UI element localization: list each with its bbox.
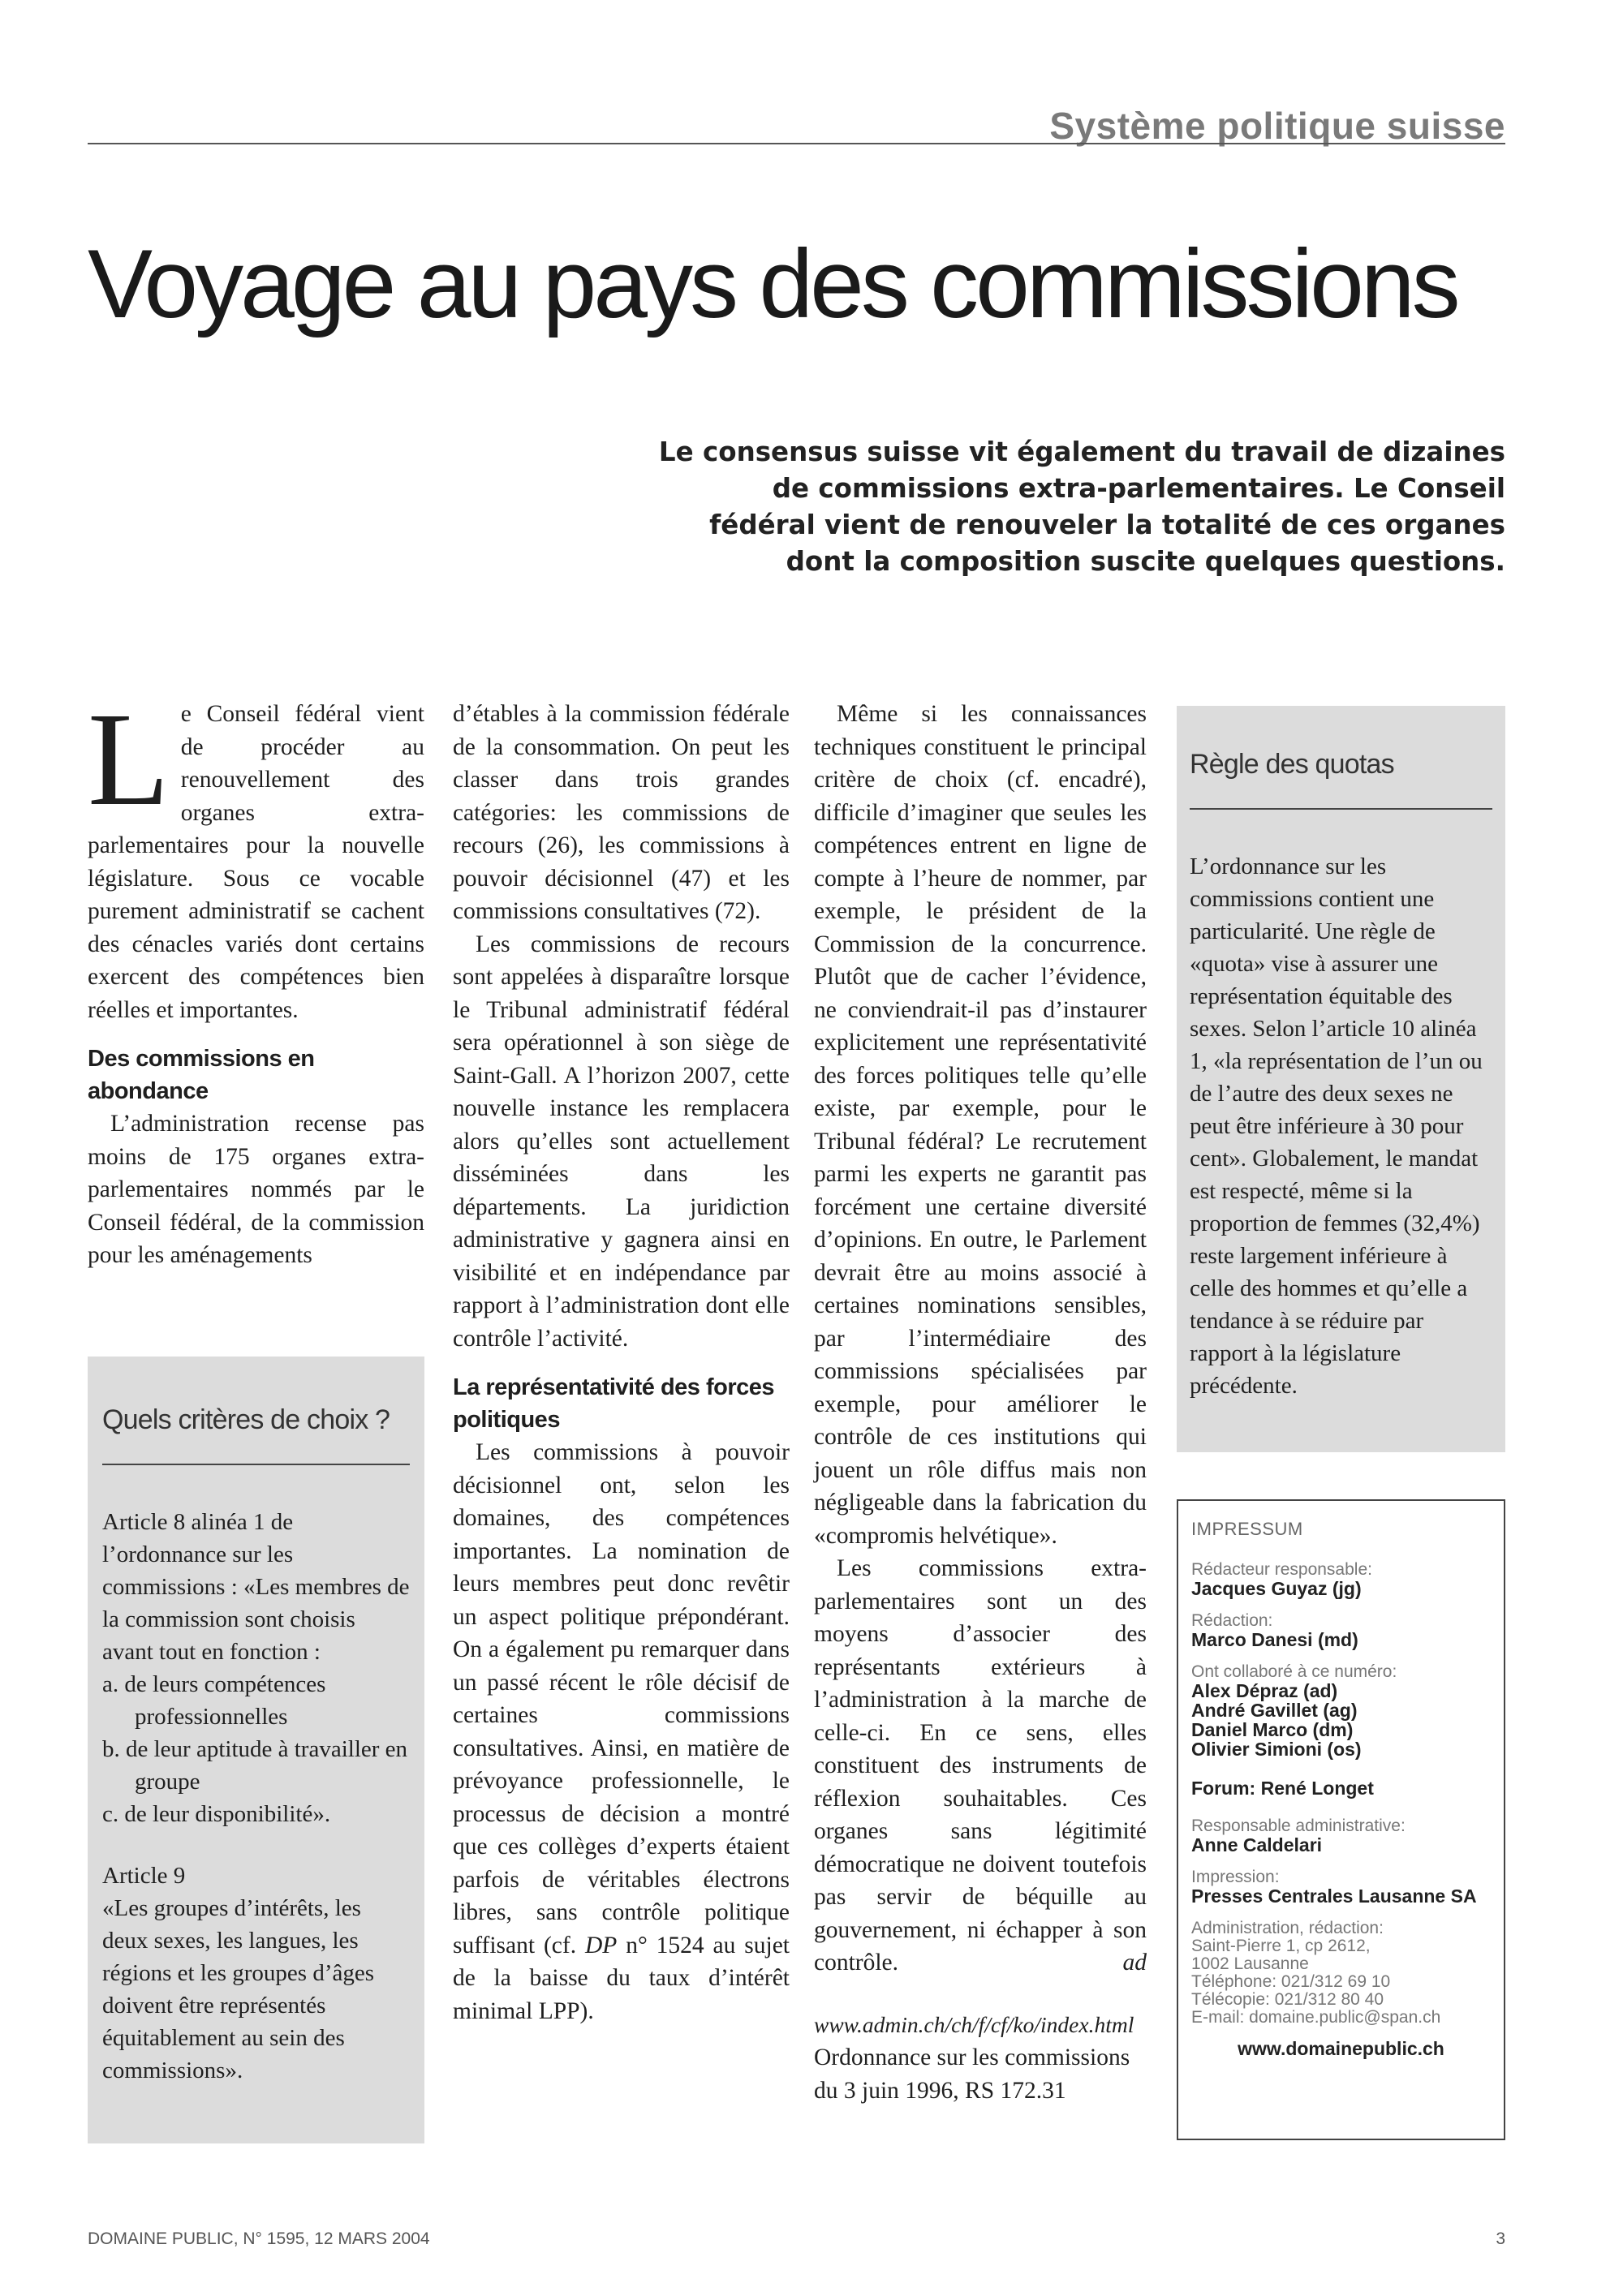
article-9-text: «Les groupes d’intérêts, les deux sexes, les langues, les régions et les groupes d’âges doivent être représentés équitablement au sein des commissions». (102, 1895, 375, 2083)
address-line: 1002 Lausanne (1191, 1954, 1309, 1973)
impressum-value: Marco Danesi (md) (1191, 1629, 1358, 1650)
box-quotas-heading: Règle des quotas (1190, 749, 1394, 780)
box-criteres-heading: Quels critères de choix ? (102, 1404, 390, 1435)
lead-line: de commissions extra-parlementaires. Le Conseil (772, 473, 1505, 504)
impressum-group (1191, 1663, 1491, 1759)
impressum-value: Olivier Simioni (os) (1191, 1739, 1362, 1760)
box-quotas (1177, 706, 1505, 1452)
paragraph: Les commissions de recours sont appelées à disparaître lorsque le Tribunal administratif fédéral sera opérationnel à son siège de Saint-Gall. A l’horizon 2007, cette nouvelle instance les remplacera alors qu’elles sont actuellement disséminées dans les départements. La juridiction administrative y gagnera ainsi en visibilité et en indépendance par rapport à l’administration dont elle contrôle l’activité. (453, 931, 790, 1352)
impressum-value: Daniel Marco (dm) (1191, 1719, 1354, 1740)
subheading-abondance: Des commissions en abondance (88, 1046, 315, 1104)
paragraph (453, 1436, 790, 2027)
box-criteres (88, 1357, 424, 2143)
address-line[interactable]: E-mail: domaine.public@span.ch (1191, 2008, 1441, 2027)
paragraph: d’étables à la commission fédérale de la consommation. On peut les classer dans trois grandes catégories: les commissions de recours (26), les commissions à pouvoir décisionnel (47) et les commissions consultatives (72). (453, 701, 790, 924)
impressum-group (1191, 1817, 1491, 1855)
article-title: Voyage au pays des commissions (88, 230, 1457, 338)
column-2 (453, 698, 790, 2027)
impressum-address (1191, 1920, 1491, 2027)
article-lead (491, 434, 1505, 580)
impressum-value: Anne Caldelari (1191, 1834, 1323, 1855)
address-line: Télécopie: 021/312 80 40 (1191, 1990, 1384, 2009)
list-item: a. de leurs compétences professionnelles (102, 1671, 326, 1730)
paragraph-text: n° 1524 au sujet de la baisse du taux d’intérêt minimal LPP). (453, 1932, 790, 2024)
drop-cap: L (88, 685, 170, 833)
lead-line: fédéral vient de renouveler la totalité de ces organes (709, 510, 1505, 540)
impressum-value: André Gavillet (ag) (1191, 1700, 1358, 1721)
address-line: Téléphone: 021/312 69 10 (1191, 1972, 1391, 1991)
impressum-label: Responsable administrative: (1191, 1817, 1406, 1835)
intro-paragraph (88, 685, 424, 1026)
list-item: c. de leur disponibilité». (102, 1801, 331, 1827)
impressum-value: Alex Dépraz (ad) (1191, 1680, 1338, 1701)
impressum-label: Rédaction: (1191, 1611, 1273, 1630)
footer-issue: DOMAINE PUBLIC, N° 1595, 12 MARS 2004 (88, 2229, 430, 2248)
box-quotas-text: L’ordonnance sur les commissions contient une particularité. Une règle de «quota» vise à assurer une représentation équitable des sexes. Selon l’article 10 alinéa 1, «la représentation de l’un ou de l’autre des deux sexes ne peut être inférieure à 30 pour cent». Globalement, le mandat est respecté, même si la proportion de femmes (32,4%) reste largement inférieure à celle des hommes et qu’elle a tendance à se réduire par rapport à la législature précédente. (1190, 853, 1483, 1399)
dp-reference: DP (584, 1932, 618, 1958)
impressum-value: Presses Centrales Lausanne SA (1191, 1885, 1477, 1907)
section-rubric: Système politique suisse (1049, 105, 1505, 147)
paragraph: L’administration recense pas moins de 175 organes extra-parlementaires nommés par le Conseil fédéral, de la commission pour les aménagements (88, 1111, 424, 1268)
impressum-group (1191, 1561, 1491, 1598)
impressum-group (1191, 1778, 1491, 1798)
lead-line: dont la composition suscite quelques questions. (786, 546, 1505, 577)
impressum-label: Ont collaboré à ce numéro: (1191, 1662, 1397, 1681)
header-rule (88, 143, 1505, 144)
paragraph-text: Les commissions extra-parlementaires sont un des moyens d’associer des représentants extérieurs à l’administration à la marche de celle-ci. En ce sens, elles constituent des instruments de réflexion souhaitables. Ces organes sans légitimité démocratique ne doivent toutefois pas servir de béquille au gouvernement, ni échapper à son contrôle. (814, 1555, 1147, 1976)
box-quotas-rule (1190, 808, 1492, 810)
impressum-label: Impression: (1191, 1868, 1280, 1886)
intro-text: e Conseil fédéral vient de procéder au renouvellement des organes extra-parlementaires pour la nouvelle législature. Sous ce vocable purement administratif se cachent des cénacles variés dont certains exercent des compétences bien réelles et importantes. (88, 701, 424, 1023)
box-criteres-rule (102, 1464, 410, 1465)
reference-link[interactable]: www.admin.ch/ch/f/cf/ko/index.html (814, 2011, 1134, 2037)
reference-text: Ordonnance sur les commissions du 3 juin 1996, RS 172.31 (814, 2044, 1130, 2104)
criteres-list (102, 1668, 410, 1830)
impressum-box (1177, 1499, 1505, 2140)
address-line: Saint-Pierre 1, cp 2612, (1191, 1937, 1371, 1955)
impressum-group (1191, 1868, 1491, 1906)
impressum-heading: IMPRESSUM (1191, 1519, 1303, 1539)
box-criteres-intro: Article 8 alinéa 1 de l’ordonnance sur les commissions : «Les membres de la commission sont choisis avant tout en fonction : (102, 1509, 410, 1665)
lead-line: Le consensus suisse vit également du travail de dizaines (658, 436, 1505, 467)
list-item: b. de leur aptitude à travailler en groupe (102, 1736, 408, 1795)
impressum-value: Forum: René Longet (1191, 1778, 1374, 1799)
column-1 (88, 685, 424, 1272)
subheading-representativite: La représentativité des forces politiques (453, 1374, 775, 1433)
impressum-group (1191, 1612, 1491, 1649)
paragraph: Même si les connaissances techniques constituent le principal critère de choix (cf. encadré), difficile d’imaginer que seules les compétences entrent en ligne de compte à l’heure de nommer, par exemple, le président de la Commission de la concurrence. Plutôt que de cacher l’évidence, ne conviendrait-il pas d’instaurer explicitement une représentativité des forces politiques telle qu’elle existe, par exemple, pour le Tribunal fédéral? Le recrutement parmi les experts ne garantit pas forcément une certaine diversité d’opinions. En outre, le Parlement devrait être au moins associé à certaines nominations sensibles, par l’intermédiaire des commissions spécialisées par exemple, pour améliorer le contrôle de ces institutions qui jouent un rôle diffus mais non négligeable dans la fabrication du «compromis helvétique». (814, 701, 1147, 1549)
impressum-label: Rédacteur responsable: (1191, 1560, 1372, 1579)
column-3 (814, 698, 1147, 2107)
paragraph (814, 1552, 1147, 1980)
impressum-value: Jacques Guyaz (jg) (1191, 1578, 1362, 1599)
address-line: Administration, rédaction: (1191, 1919, 1384, 1937)
impressum-website-link[interactable]: www.domainepublic.ch (1238, 2038, 1444, 2059)
article-9-title: Article 9 (102, 1863, 186, 1889)
page-number: 3 (1496, 2229, 1505, 2248)
author-signature: ad (1122, 1950, 1147, 1976)
paragraph-text: Les commissions à pouvoir décisionnel ont, selon les domaines, des compétences importantes. La nomination de leurs membres peut donc revêtir un aspect politique prépondérant. On a également pu remarquer dans un passé récent le rôle décisif de certaines commissions consultatives. Ainsi, en matière de prévoyance professionnelle, le processus de décision a montré que ces collèges d’experts étaient parfois de véritables électrons libres, sans contrôle politique suffisant (cf. (453, 1439, 790, 1958)
